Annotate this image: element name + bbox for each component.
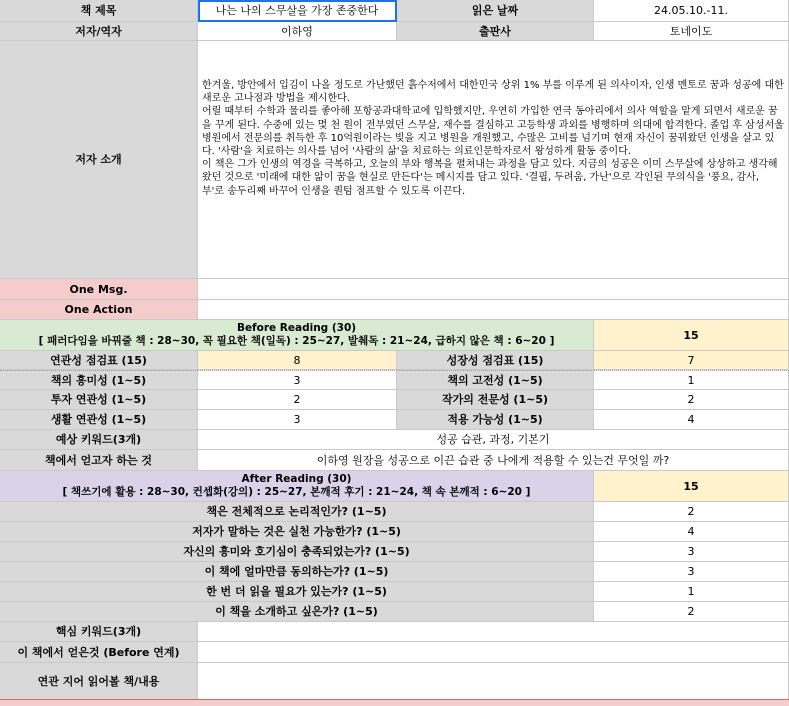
relevance-check-label[interactable]: 연관성 점검표 (15) (0, 351, 198, 370)
book-title-cell[interactable]: 나는 나의 스무살을 가장 존중한다 (198, 0, 397, 22)
after-row-value[interactable]: 1 (594, 582, 789, 602)
after-row-label[interactable]: 한 번 더 읽을 필요가 있는가? (1~5) (0, 582, 594, 602)
publisher-label[interactable]: 출판사 (397, 22, 594, 41)
core-keywords-cell[interactable] (198, 622, 789, 642)
expertise-value[interactable]: 2 (594, 390, 789, 410)
before-reading-header[interactable] (0, 320, 594, 351)
related-reading-cell[interactable] (198, 663, 789, 700)
author-intro-label[interactable]: 저자 소개 (0, 41, 198, 279)
growth-check-label[interactable]: 성장성 점검표 (15) (397, 351, 594, 370)
related-reading-label[interactable]: 연관 지어 읽어볼 책/내용 (0, 663, 198, 700)
expected-keywords-label[interactable]: 예상 키워드(3개) (0, 430, 198, 450)
after-row-value[interactable]: 2 (594, 502, 789, 522)
after-row-value[interactable]: 3 (594, 562, 789, 582)
interest-label[interactable]: 책의 흥미성 (1~5) (0, 370, 198, 390)
after-row-label[interactable]: 저자가 말하는 것은 실천 가능한가? (1~5) (0, 522, 594, 542)
before-reading-total[interactable]: 15 (594, 320, 789, 351)
one-action-label[interactable]: One Action (0, 300, 198, 320)
applicability-value[interactable]: 4 (594, 410, 789, 430)
after-reading-header[interactable] (0, 471, 594, 502)
before-reading-title: Before Reading (30) (236, 322, 357, 334)
after-reading-title: After Reading (30) (241, 473, 352, 485)
life-label[interactable]: 생활 연관성 (1~5) (0, 410, 198, 430)
gain-label[interactable]: 이 책에서 얻은것 (Before 연계) (0, 642, 198, 663)
after-row-value[interactable]: 2 (594, 602, 789, 622)
one-msg-label[interactable]: One Msg. (0, 279, 198, 300)
author-cell[interactable]: 이하영 (198, 22, 397, 41)
after-row-label[interactable]: 자신의 흥미와 호기심이 충족되었는가? (1~5) (0, 542, 594, 562)
expertise-label[interactable]: 작가의 전문성 (1~5) (397, 390, 594, 410)
after-reading-subtitle: [ 책쓰기에 활용 : 28~30, 컨셉화(강의) : 25~27, 본깨적 후기 : 21~24, 책 속 본깨적 : 6~20 ] (62, 486, 531, 498)
investment-value[interactable]: 2 (198, 390, 397, 410)
classic-value[interactable]: 1 (594, 370, 789, 390)
reading-goal-label[interactable]: 책에서 얻고자 하는 것 (0, 450, 198, 471)
before-reading-subtitle: [ 패러다임을 바꿔줄 책 : 28~30, 꼭 필요한 책(일독) : 25~27, 발췌독 : 21~24, 급하지 않은 책 : 6~20 ] (38, 335, 555, 347)
applicability-label[interactable]: 적용 가능성 (1~5) (397, 410, 594, 430)
after-row-value[interactable]: 3 (594, 542, 789, 562)
expected-keywords-value[interactable]: 성공 습관, 과정, 기본기 (198, 430, 789, 450)
life-value[interactable]: 3 (198, 410, 397, 430)
publisher-cell[interactable]: 토네이도 (594, 22, 789, 41)
book-title-label[interactable]: 책 제목 (0, 0, 198, 22)
gain-cell[interactable] (198, 642, 789, 663)
sheet-bottom-edge (0, 699, 789, 706)
interest-value[interactable]: 3 (198, 370, 397, 390)
after-row-label[interactable]: 책은 전체적으로 논리적인가? (1~5) (0, 502, 594, 522)
after-row-label[interactable]: 이 책에 얼마만큼 동의하는가? (1~5) (0, 562, 594, 582)
read-date-label[interactable]: 읽은 날짜 (397, 0, 594, 22)
classic-label[interactable]: 책의 고전성 (1~5) (397, 370, 594, 390)
read-date-cell[interactable]: 24.05.10.-11. (594, 0, 789, 22)
core-keywords-label[interactable]: 핵심 키워드(3개) (0, 622, 198, 642)
growth-check-value[interactable]: 7 (594, 351, 789, 370)
one-action-cell[interactable] (198, 300, 789, 320)
after-row-label[interactable]: 이 책을 소개하고 싶은가? (1~5) (0, 602, 594, 622)
relevance-check-value[interactable]: 8 (198, 351, 397, 370)
investment-label[interactable]: 투자 연관성 (1~5) (0, 390, 198, 410)
author-label[interactable]: 저자/역자 (0, 22, 198, 41)
after-row-value[interactable]: 4 (594, 522, 789, 542)
reading-goal-value[interactable]: 이하영 원장을 성공으로 이끈 습관 중 나에게 적용할 수 있는건 무엇일 까? (198, 450, 789, 471)
after-reading-total[interactable]: 15 (594, 471, 789, 502)
author-intro-cell[interactable]: 한겨울, 방안에서 입김이 나올 정도로 가난했던 흙수저에서 대한민국 상위 1% 부를 이루게 된 의사이자, 인생 멘토로 꿈과 성공에 대한 새로운 고나점과 방법을 제시한다. 어릴 때부터 수학과 물리를 좋아해 포항공과대학교에 입학했지만, 우연히 가입한 연극 동아리에서 의사 역할을 맡게 되면서 새로운 꿈을 꾸게 된다. 수중에 있는 몇 천 원이 전부였던 스무살, 재수를 결심하고 고등학생 과외를 병행하며 의대에 합격한다. 졸업 후 삼성서울병원에서 전문의를 취득한 후 10억원이라는 빚을 지고 병원을 개원했고, 수많은 고비를 넘기며 현재 자신이 꿈꿔왔던 인생을 살고 있다. '사람'을 치료하는 의사를 넘어 '사람의 삶'을 치료하는 의료인문학자로서 왕성하게 활동 중이다. 이 책은 그가 인생의 역경을 극복하고, 오늘의 부와 행복을 펼쳐내는 과정을 담고 있다. 지금의 성공은 이미 스무살에 상상하고 생각해왔던 것으로 '미래에 대한 앎이 꿈을 현실로 만든다'는 메시지를 담고 있다. '결핍, 두려움, 가난'으로 각인된 무의식을 '풍요, 감사, 부'로 송두리째 바꾸어 인생을 퀀텀 점프할 수 있도록 이끈다. (198, 41, 789, 279)
one-msg-cell[interactable] (198, 279, 789, 300)
